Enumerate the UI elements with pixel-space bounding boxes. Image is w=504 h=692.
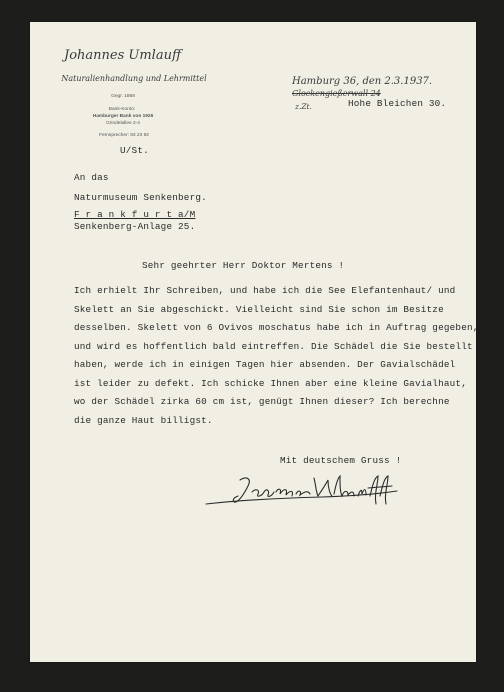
closing: Mit deutschem Gruss !	[280, 455, 402, 466]
handwritten-signature	[202, 470, 402, 510]
recipient-street: Senkenberg-Anlage 25.	[74, 221, 196, 232]
reference-code: U/St.	[120, 145, 149, 156]
recipient-line-1: An das	[74, 172, 109, 183]
body-line: die ganze Haut billigst.	[74, 415, 213, 426]
phone-number: Fernsprecher: 93 23 92	[99, 133, 149, 138]
body-line: ist leider zu defekt. Ich schicke Ihnen aber eine kleine Gavialhaut,	[74, 378, 467, 389]
place-date: Hamburg 36, den 2.3.1937.	[292, 76, 433, 87]
body-line: und wird es hoffentlich bald eintreffen. Die Schädel die Sie bestellt	[74, 341, 473, 352]
body-line: Skelett an Sie abgeschickt. Vielleicht sind Sie schon im Besitze	[74, 304, 444, 315]
body-line: wo der Schädel zirka 60 cm ist, genügt Ihnen dieser? Ich berechne	[74, 396, 450, 407]
bank-address: Grindelallee 2-4	[106, 121, 140, 126]
struck-address: Glockengießerwall 24	[292, 89, 381, 98]
new-address: Hohe Bleichen 30.	[348, 98, 447, 109]
body-line: haben, werde ich in einigen Tagen hier absenden. Der Gavialschädel	[74, 359, 456, 370]
body-line: Ich erhielt Ihr Schreiben, und habe ich die See Elefantenhaut/ und	[74, 285, 456, 296]
body-line: desselben. Skelett von 6 Ovivos moschatus habe ich in Auftrag gegeben,	[74, 322, 479, 333]
founded-text: Gegr. 1868	[111, 94, 135, 99]
business-line: Naturalienhandlung und Lehrmittel	[61, 74, 207, 83]
bank-label: Bank-Konto:	[108, 107, 136, 112]
salutation: Sehr geehrter Herr Doktor Mertens !	[142, 260, 345, 271]
bank-name: Hamburger Bank von 1926	[92, 114, 154, 119]
recipient-line-2: Naturmuseum Senkenberg.	[74, 192, 207, 203]
address-note: z.Zt.	[295, 102, 312, 111]
company-name: Johannes Umlauff	[64, 48, 182, 63]
letter-sheet	[30, 22, 479, 662]
recipient-city: F r a n k f u r t a/M	[74, 209, 196, 220]
